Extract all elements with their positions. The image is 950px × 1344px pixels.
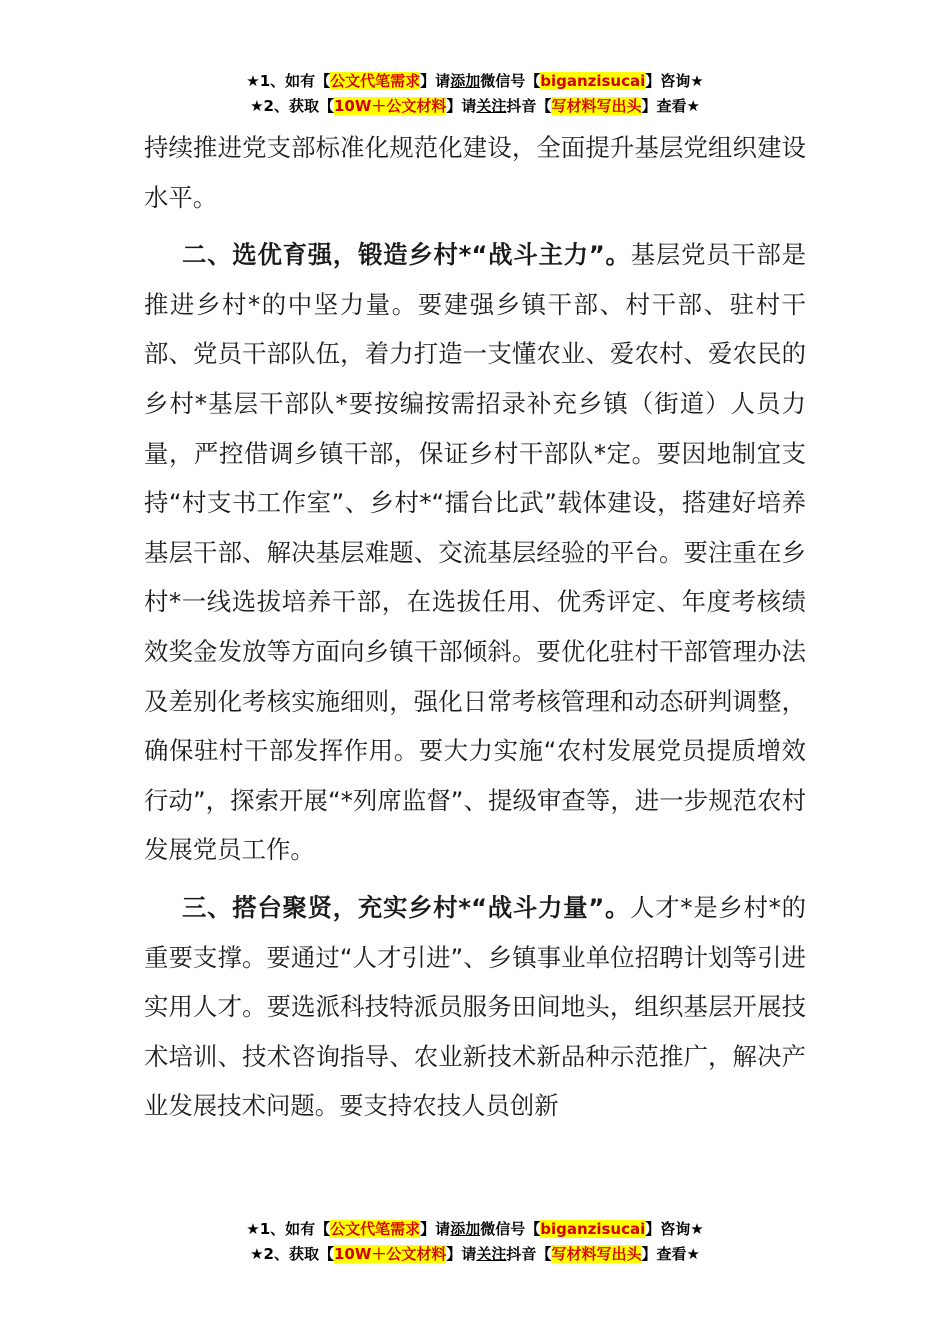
banner-text: 】请 — [420, 72, 451, 90]
banner-text: 抖音【 — [506, 97, 552, 115]
banner-text: ★2、获取【 — [250, 97, 334, 115]
banner-underlined: 添加 — [450, 1220, 481, 1238]
banner-text: 】查看★ — [641, 97, 700, 115]
banner-line-1 — [0, 1217, 950, 1242]
banner-text: 】咨询★ — [645, 72, 704, 90]
banner-text: 微信号【 — [480, 1220, 541, 1238]
banner-underlined: 添加 — [450, 72, 481, 90]
banner-highlight: 10W＋公文材料 — [333, 97, 447, 115]
footer-banner — [0, 1217, 950, 1267]
document-body — [144, 123, 806, 1131]
banner-underlined: 关注 — [476, 1245, 507, 1263]
section-heading: 三、搭台聚贤，充实乡村*“战斗力量”。 — [182, 892, 631, 922]
banner-text: 】请 — [446, 97, 477, 115]
banner-highlight: 公文代笔需求 — [330, 72, 421, 90]
banner-highlight: 公文代笔需求 — [330, 1220, 421, 1238]
banner-text: 微信号【 — [480, 72, 541, 90]
banner-text: ★2、获取【 — [250, 1245, 334, 1263]
banner-highlight: biganzisucai — [540, 72, 646, 90]
banner-underlined: 关注 — [476, 97, 507, 115]
paragraph-section-2 — [144, 230, 806, 875]
banner-text: 】查看★ — [641, 1245, 700, 1263]
banner-text: ★1、如有【 — [246, 1220, 331, 1238]
banner-highlight: 写材料写出头 — [551, 97, 642, 115]
section-body: 人才*是乡村*的重要支撑。要通过“人才引进”、乡镇事业单位招聘计划等引进实用人才。要选派科技特派员服务田间地头，组织基层开展技术培训、技术咨询指导、农业新技术新品种示范推广，解决产业发展技术问题。要支持农技人员创新 — [144, 892, 806, 1121]
section-heading: 二、选优育强，锻造乡村*“战斗主力”。 — [182, 240, 631, 270]
banner-text: 】请 — [420, 1220, 451, 1238]
header-banner — [0, 69, 950, 119]
banner-highlight: biganzisucai — [540, 1220, 646, 1238]
banner-text: 抖音【 — [506, 1245, 552, 1263]
banner-text: 】咨询★ — [645, 1220, 704, 1238]
banner-line-2 — [0, 94, 950, 119]
banner-highlight: 写材料写出头 — [551, 1245, 642, 1263]
paragraph-section-3 — [144, 883, 806, 1131]
paragraph-continuation: 持续推进党支部标准化规范化建设，全面提升基层党组织建设水平。 — [144, 133, 806, 212]
banner-line-1 — [0, 69, 950, 94]
section-body: 基层党员干部是推进乡村*的中坚力量。要建强乡镇干部、村干部、驻村干部、党员干部队伍，着力打造一支懂农业、爱农村、爱农民的乡村*基层干部队*要按编按需招录补充乡镇（街道）人员力量，严控借调乡镇干部，保证乡村干部队*定。要因地制宜支持“村支书工作室”、乡村*“擂台比武”载体建设，搭建好培养基层干部、解决基层难题、交流基层经验的平台。要注重在乡村*一线选拔培养干部，在选拔任用、优秀评定、年度考核绩效奖金发放等方面向乡镇干部倾斜。要优化驻村干部管理办法及差别化考核实施细则，强化日常考核管理和动态研判调整，确保驻村干部发挥作用。要大力实施“农村发展党员提质增效行动”，探索开展“*列席监督”、提级审查等，进一步规范农村发展党员工作。 — [144, 240, 806, 865]
banner-highlight: 10W＋公文材料 — [333, 1245, 447, 1263]
banner-text: ★1、如有【 — [246, 72, 331, 90]
banner-text: 】请 — [446, 1245, 477, 1263]
banner-line-2 — [0, 1242, 950, 1267]
